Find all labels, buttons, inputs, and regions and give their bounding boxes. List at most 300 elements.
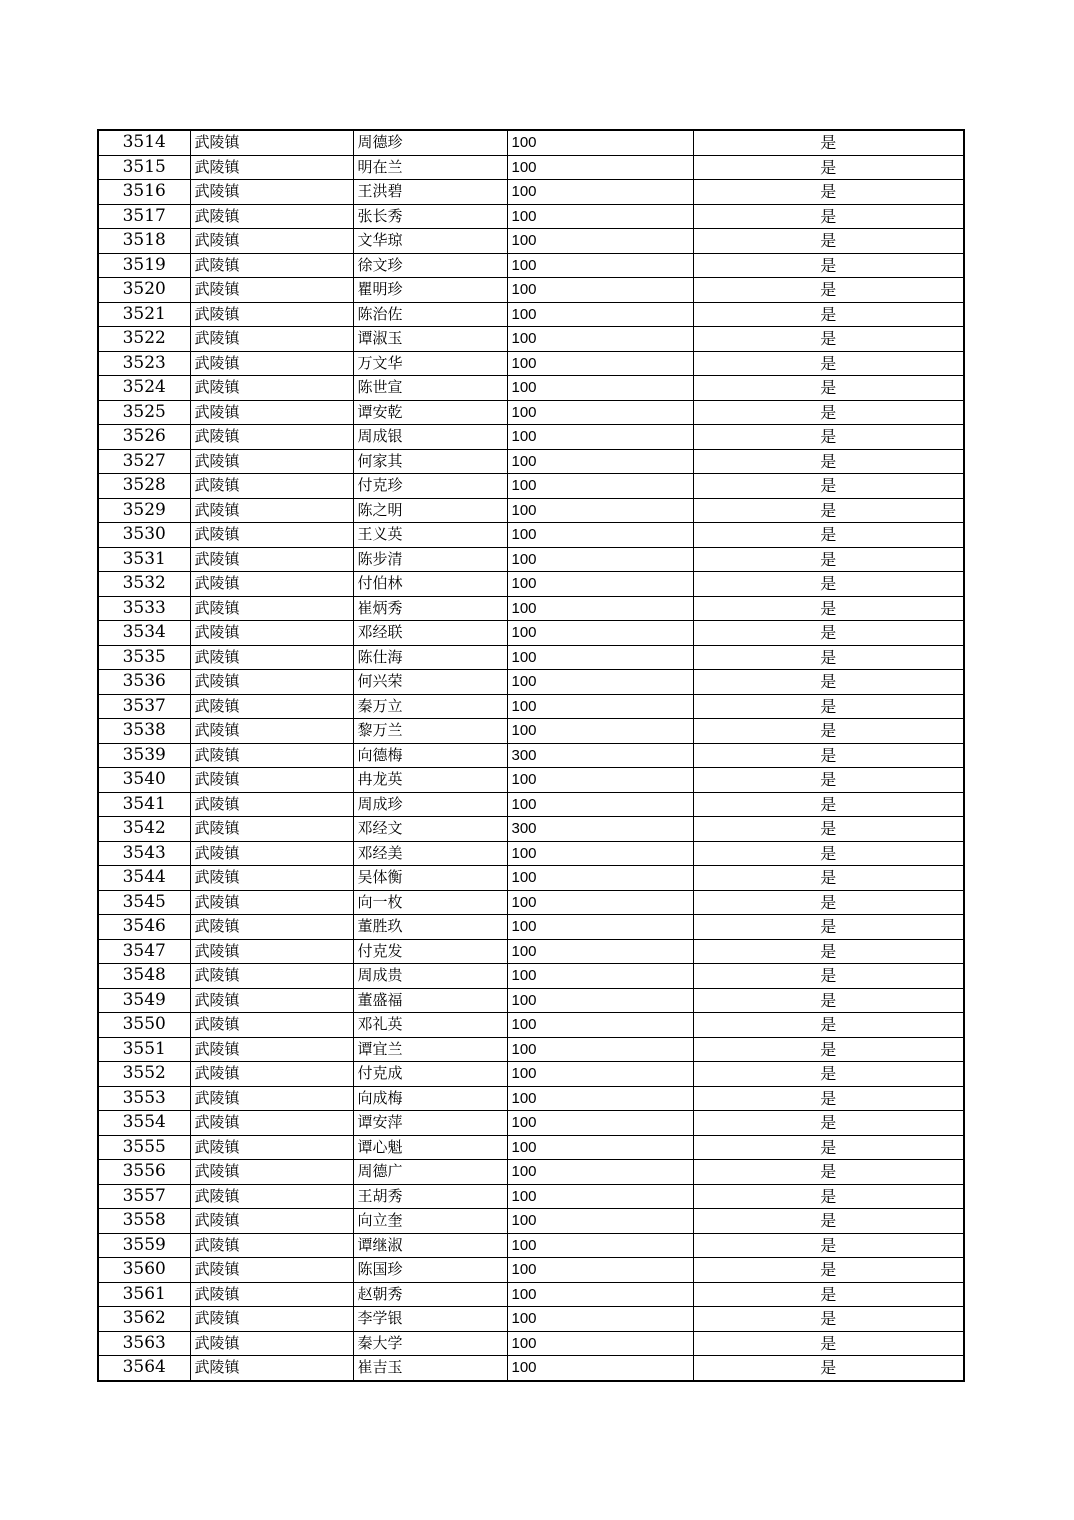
serial-number-cell: 3536 — [98, 670, 190, 695]
amount-cell: 100 — [507, 694, 693, 719]
table-row — [98, 1160, 964, 1185]
amount-cell: 100 — [507, 1356, 693, 1381]
table-row — [98, 719, 964, 744]
person-name-cell: 陈国珍 — [353, 1258, 507, 1283]
serial-number-cell: 3545 — [98, 890, 190, 915]
amount-cell: 100 — [507, 449, 693, 474]
table-row — [98, 1013, 964, 1038]
serial-number-cell: 3530 — [98, 523, 190, 548]
table-row — [98, 1356, 964, 1381]
amount-cell: 100 — [507, 180, 693, 205]
table-row — [98, 449, 964, 474]
person-name-cell: 付伯林 — [353, 572, 507, 597]
table-row — [98, 1184, 964, 1209]
town-cell: 武陵镇 — [190, 841, 353, 866]
town-cell: 武陵镇 — [190, 1233, 353, 1258]
table-row — [98, 1233, 964, 1258]
serial-number-cell: 3541 — [98, 792, 190, 817]
status-cell: 是 — [693, 400, 964, 425]
table-row — [98, 1282, 964, 1307]
person-name-cell: 向一枚 — [353, 890, 507, 915]
table-row — [98, 351, 964, 376]
person-name-cell: 王胡秀 — [353, 1184, 507, 1209]
status-cell: 是 — [693, 1184, 964, 1209]
town-cell: 武陵镇 — [190, 180, 353, 205]
town-cell: 武陵镇 — [190, 1062, 353, 1087]
serial-number-cell: 3531 — [98, 547, 190, 572]
status-cell: 是 — [693, 792, 964, 817]
table-row — [98, 1062, 964, 1087]
amount-cell: 100 — [507, 915, 693, 940]
person-name-cell: 谭宜兰 — [353, 1037, 507, 1062]
person-name-cell: 万文华 — [353, 351, 507, 376]
serial-number-cell: 3518 — [98, 229, 190, 254]
serial-number-cell: 3558 — [98, 1209, 190, 1234]
table-row — [98, 572, 964, 597]
amount-cell: 100 — [507, 1013, 693, 1038]
amount-cell: 100 — [507, 1135, 693, 1160]
serial-number-cell: 3557 — [98, 1184, 190, 1209]
amount-cell: 100 — [507, 719, 693, 744]
amount-cell: 100 — [507, 768, 693, 793]
amount-cell: 100 — [507, 376, 693, 401]
data-table — [97, 129, 965, 1382]
table-row — [98, 988, 964, 1013]
serial-number-cell: 3529 — [98, 498, 190, 523]
serial-number-cell: 3543 — [98, 841, 190, 866]
status-cell: 是 — [693, 670, 964, 695]
town-cell: 武陵镇 — [190, 792, 353, 817]
town-cell: 武陵镇 — [190, 400, 353, 425]
person-name-cell: 陈步清 — [353, 547, 507, 572]
status-cell: 是 — [693, 645, 964, 670]
table-row — [98, 964, 964, 989]
town-cell: 武陵镇 — [190, 1307, 353, 1332]
town-cell: 武陵镇 — [190, 229, 353, 254]
town-cell: 武陵镇 — [190, 1356, 353, 1381]
person-name-cell: 冉龙英 — [353, 768, 507, 793]
serial-number-cell: 3556 — [98, 1160, 190, 1185]
table-row — [98, 400, 964, 425]
status-cell: 是 — [693, 180, 964, 205]
person-name-cell: 李学银 — [353, 1307, 507, 1332]
town-cell: 武陵镇 — [190, 719, 353, 744]
serial-number-cell: 3520 — [98, 278, 190, 303]
table-row — [98, 474, 964, 499]
serial-number-cell: 3564 — [98, 1356, 190, 1381]
amount-cell: 100 — [507, 1307, 693, 1332]
person-name-cell: 向德梅 — [353, 743, 507, 768]
amount-cell: 100 — [507, 939, 693, 964]
status-cell: 是 — [693, 1331, 964, 1356]
town-cell: 武陵镇 — [190, 670, 353, 695]
person-name-cell: 陈世宣 — [353, 376, 507, 401]
town-cell: 武陵镇 — [190, 327, 353, 352]
status-cell: 是 — [693, 817, 964, 842]
table-row — [98, 498, 964, 523]
amount-cell: 100 — [507, 1282, 693, 1307]
serial-number-cell: 3542 — [98, 817, 190, 842]
person-name-cell: 邓礼英 — [353, 1013, 507, 1038]
town-cell: 武陵镇 — [190, 964, 353, 989]
status-cell: 是 — [693, 1086, 964, 1111]
town-cell: 武陵镇 — [190, 155, 353, 180]
town-cell: 武陵镇 — [190, 474, 353, 499]
status-cell: 是 — [693, 547, 964, 572]
person-name-cell: 谭安萍 — [353, 1111, 507, 1136]
amount-cell: 300 — [507, 817, 693, 842]
person-name-cell: 王洪碧 — [353, 180, 507, 205]
status-cell: 是 — [693, 253, 964, 278]
status-cell: 是 — [693, 1282, 964, 1307]
person-name-cell: 陈之明 — [353, 498, 507, 523]
serial-number-cell: 3528 — [98, 474, 190, 499]
serial-number-cell: 3534 — [98, 621, 190, 646]
serial-number-cell: 3559 — [98, 1233, 190, 1258]
person-name-cell: 黎万兰 — [353, 719, 507, 744]
serial-number-cell: 3554 — [98, 1111, 190, 1136]
town-cell: 武陵镇 — [190, 1111, 353, 1136]
town-cell: 武陵镇 — [190, 498, 353, 523]
town-cell: 武陵镇 — [190, 890, 353, 915]
person-name-cell: 周德广 — [353, 1160, 507, 1185]
amount-cell: 100 — [507, 1062, 693, 1087]
table-row — [98, 1307, 964, 1332]
serial-number-cell: 3524 — [98, 376, 190, 401]
person-name-cell: 谭继淑 — [353, 1233, 507, 1258]
amount-cell: 100 — [507, 1160, 693, 1185]
amount-cell: 100 — [507, 229, 693, 254]
status-cell: 是 — [693, 130, 964, 155]
status-cell: 是 — [693, 596, 964, 621]
table-row — [98, 866, 964, 891]
town-cell: 武陵镇 — [190, 572, 353, 597]
table-row — [98, 155, 964, 180]
person-name-cell: 周成银 — [353, 425, 507, 450]
table-row — [98, 130, 964, 155]
town-cell: 武陵镇 — [190, 645, 353, 670]
table-row — [98, 278, 964, 303]
table-row — [98, 229, 964, 254]
person-name-cell: 向成梅 — [353, 1086, 507, 1111]
status-cell: 是 — [693, 1356, 964, 1381]
amount-cell: 100 — [507, 253, 693, 278]
status-cell: 是 — [693, 1307, 964, 1332]
amount-cell: 100 — [507, 596, 693, 621]
status-cell: 是 — [693, 1209, 964, 1234]
status-cell: 是 — [693, 425, 964, 450]
table-row — [98, 743, 964, 768]
table-row — [98, 1111, 964, 1136]
status-cell: 是 — [693, 1062, 964, 1087]
town-cell: 武陵镇 — [190, 743, 353, 768]
table-row — [98, 204, 964, 229]
amount-cell: 100 — [507, 498, 693, 523]
town-cell: 武陵镇 — [190, 130, 353, 155]
status-cell: 是 — [693, 474, 964, 499]
person-name-cell: 秦大学 — [353, 1331, 507, 1356]
person-name-cell: 邓经联 — [353, 621, 507, 646]
serial-number-cell: 3521 — [98, 302, 190, 327]
serial-number-cell: 3552 — [98, 1062, 190, 1087]
table-row — [98, 670, 964, 695]
serial-number-cell: 3555 — [98, 1135, 190, 1160]
amount-cell: 100 — [507, 547, 693, 572]
serial-number-cell: 3562 — [98, 1307, 190, 1332]
town-cell: 武陵镇 — [190, 1037, 353, 1062]
serial-number-cell: 3514 — [98, 130, 190, 155]
table-row — [98, 596, 964, 621]
person-name-cell: 付克珍 — [353, 474, 507, 499]
amount-cell: 100 — [507, 890, 693, 915]
status-cell: 是 — [693, 915, 964, 940]
person-name-cell: 董盛福 — [353, 988, 507, 1013]
table-row — [98, 621, 964, 646]
town-cell: 武陵镇 — [190, 425, 353, 450]
person-name-cell: 崔炳秀 — [353, 596, 507, 621]
table-row — [98, 1331, 964, 1356]
town-cell: 武陵镇 — [190, 1013, 353, 1038]
serial-number-cell: 3550 — [98, 1013, 190, 1038]
status-cell: 是 — [693, 327, 964, 352]
town-cell: 武陵镇 — [190, 596, 353, 621]
status-cell: 是 — [693, 1233, 964, 1258]
table-row — [98, 376, 964, 401]
serial-number-cell: 3553 — [98, 1086, 190, 1111]
town-cell: 武陵镇 — [190, 915, 353, 940]
person-name-cell: 张长秀 — [353, 204, 507, 229]
town-cell: 武陵镇 — [190, 866, 353, 891]
status-cell: 是 — [693, 743, 964, 768]
table-row — [98, 253, 964, 278]
amount-cell: 100 — [507, 204, 693, 229]
status-cell: 是 — [693, 155, 964, 180]
town-cell: 武陵镇 — [190, 449, 353, 474]
amount-cell: 100 — [507, 1331, 693, 1356]
serial-number-cell: 3547 — [98, 939, 190, 964]
amount-cell: 100 — [507, 964, 693, 989]
town-cell: 武陵镇 — [190, 523, 353, 548]
person-name-cell: 周德珍 — [353, 130, 507, 155]
serial-number-cell: 3533 — [98, 596, 190, 621]
amount-cell: 100 — [507, 302, 693, 327]
town-cell: 武陵镇 — [190, 817, 353, 842]
status-cell: 是 — [693, 1135, 964, 1160]
table-row — [98, 792, 964, 817]
town-cell: 武陵镇 — [190, 1282, 353, 1307]
status-cell: 是 — [693, 523, 964, 548]
town-cell: 武陵镇 — [190, 988, 353, 1013]
amount-cell: 100 — [507, 1209, 693, 1234]
status-cell: 是 — [693, 229, 964, 254]
amount-cell: 100 — [507, 1184, 693, 1209]
amount-cell: 100 — [507, 278, 693, 303]
person-name-cell: 陈仕海 — [353, 645, 507, 670]
status-cell: 是 — [693, 988, 964, 1013]
serial-number-cell: 3525 — [98, 400, 190, 425]
status-cell: 是 — [693, 302, 964, 327]
amount-cell: 100 — [507, 841, 693, 866]
town-cell: 武陵镇 — [190, 1258, 353, 1283]
person-name-cell: 董胜玖 — [353, 915, 507, 940]
serial-number-cell: 3551 — [98, 1037, 190, 1062]
amount-cell: 100 — [507, 621, 693, 646]
status-cell: 是 — [693, 1160, 964, 1185]
amount-cell: 100 — [507, 400, 693, 425]
person-name-cell: 谭心魁 — [353, 1135, 507, 1160]
person-name-cell: 谭淑玉 — [353, 327, 507, 352]
serial-number-cell: 3546 — [98, 915, 190, 940]
status-cell: 是 — [693, 449, 964, 474]
serial-number-cell: 3519 — [98, 253, 190, 278]
amount-cell: 100 — [507, 792, 693, 817]
amount-cell: 300 — [507, 743, 693, 768]
status-cell: 是 — [693, 351, 964, 376]
amount-cell: 100 — [507, 866, 693, 891]
town-cell: 武陵镇 — [190, 1331, 353, 1356]
table-row — [98, 915, 964, 940]
status-cell: 是 — [693, 866, 964, 891]
status-cell: 是 — [693, 621, 964, 646]
status-cell: 是 — [693, 841, 964, 866]
table-row — [98, 1209, 964, 1234]
serial-number-cell: 3537 — [98, 694, 190, 719]
town-cell: 武陵镇 — [190, 621, 353, 646]
amount-cell: 100 — [507, 1111, 693, 1136]
status-cell: 是 — [693, 719, 964, 744]
town-cell: 武陵镇 — [190, 547, 353, 572]
serial-number-cell: 3517 — [98, 204, 190, 229]
table-row — [98, 817, 964, 842]
amount-cell: 100 — [507, 1037, 693, 1062]
person-name-cell: 文华琼 — [353, 229, 507, 254]
table-row — [98, 327, 964, 352]
table-row — [98, 841, 964, 866]
person-name-cell: 崔吉玉 — [353, 1356, 507, 1381]
serial-number-cell: 3526 — [98, 425, 190, 450]
status-cell: 是 — [693, 1258, 964, 1283]
serial-number-cell: 3540 — [98, 768, 190, 793]
town-cell: 武陵镇 — [190, 302, 353, 327]
table-row — [98, 547, 964, 572]
status-cell: 是 — [693, 768, 964, 793]
amount-cell: 100 — [507, 988, 693, 1013]
status-cell: 是 — [693, 939, 964, 964]
town-cell: 武陵镇 — [190, 1086, 353, 1111]
person-name-cell: 何兴荣 — [353, 670, 507, 695]
table-row — [98, 939, 964, 964]
status-cell: 是 — [693, 204, 964, 229]
status-cell: 是 — [693, 964, 964, 989]
person-name-cell: 明在兰 — [353, 155, 507, 180]
person-name-cell: 秦万立 — [353, 694, 507, 719]
amount-cell: 100 — [507, 425, 693, 450]
person-name-cell: 吴体衡 — [353, 866, 507, 891]
serial-number-cell: 3538 — [98, 719, 190, 744]
status-cell: 是 — [693, 1111, 964, 1136]
serial-number-cell: 3539 — [98, 743, 190, 768]
amount-cell: 100 — [507, 1258, 693, 1283]
serial-number-cell: 3523 — [98, 351, 190, 376]
table-row — [98, 1037, 964, 1062]
serial-number-cell: 3549 — [98, 988, 190, 1013]
amount-cell: 100 — [507, 155, 693, 180]
status-cell: 是 — [693, 376, 964, 401]
serial-number-cell: 3532 — [98, 572, 190, 597]
town-cell: 武陵镇 — [190, 1184, 353, 1209]
person-name-cell: 付克发 — [353, 939, 507, 964]
status-cell: 是 — [693, 498, 964, 523]
town-cell: 武陵镇 — [190, 768, 353, 793]
person-name-cell: 周成贵 — [353, 964, 507, 989]
amount-cell: 100 — [507, 523, 693, 548]
serial-number-cell: 3515 — [98, 155, 190, 180]
status-cell: 是 — [693, 572, 964, 597]
town-cell: 武陵镇 — [190, 376, 353, 401]
serial-number-cell: 3522 — [98, 327, 190, 352]
serial-number-cell: 3544 — [98, 866, 190, 891]
serial-number-cell: 3561 — [98, 1282, 190, 1307]
serial-number-cell: 3527 — [98, 449, 190, 474]
serial-number-cell: 3548 — [98, 964, 190, 989]
serial-number-cell: 3560 — [98, 1258, 190, 1283]
status-cell: 是 — [693, 694, 964, 719]
person-name-cell: 陈治佐 — [353, 302, 507, 327]
town-cell: 武陵镇 — [190, 1135, 353, 1160]
table-row — [98, 302, 964, 327]
amount-cell: 100 — [507, 474, 693, 499]
person-name-cell: 何家其 — [353, 449, 507, 474]
person-name-cell: 邓经文 — [353, 817, 507, 842]
town-cell: 武陵镇 — [190, 694, 353, 719]
table-row — [98, 645, 964, 670]
amount-cell: 100 — [507, 645, 693, 670]
amount-cell: 100 — [507, 351, 693, 376]
table-row — [98, 1135, 964, 1160]
amount-cell: 100 — [507, 1086, 693, 1111]
town-cell: 武陵镇 — [190, 278, 353, 303]
town-cell: 武陵镇 — [190, 939, 353, 964]
town-cell: 武陵镇 — [190, 253, 353, 278]
table-row — [98, 425, 964, 450]
person-name-cell: 王义英 — [353, 523, 507, 548]
person-name-cell: 徐文珍 — [353, 253, 507, 278]
person-name-cell: 邓经美 — [353, 841, 507, 866]
amount-cell: 100 — [507, 572, 693, 597]
table-body — [98, 130, 964, 1381]
table-row — [98, 1258, 964, 1283]
table-row — [98, 694, 964, 719]
amount-cell: 100 — [507, 327, 693, 352]
town-cell: 武陵镇 — [190, 204, 353, 229]
town-cell: 武陵镇 — [190, 1209, 353, 1234]
serial-number-cell: 3535 — [98, 645, 190, 670]
status-cell: 是 — [693, 1013, 964, 1038]
table-row — [98, 1086, 964, 1111]
person-name-cell: 付克成 — [353, 1062, 507, 1087]
table-row — [98, 768, 964, 793]
status-cell: 是 — [693, 890, 964, 915]
status-cell: 是 — [693, 1037, 964, 1062]
amount-cell: 100 — [507, 670, 693, 695]
table-row — [98, 523, 964, 548]
table-row — [98, 180, 964, 205]
table-row — [98, 890, 964, 915]
town-cell: 武陵镇 — [190, 351, 353, 376]
serial-number-cell: 3516 — [98, 180, 190, 205]
person-name-cell: 周成珍 — [353, 792, 507, 817]
amount-cell: 100 — [507, 130, 693, 155]
